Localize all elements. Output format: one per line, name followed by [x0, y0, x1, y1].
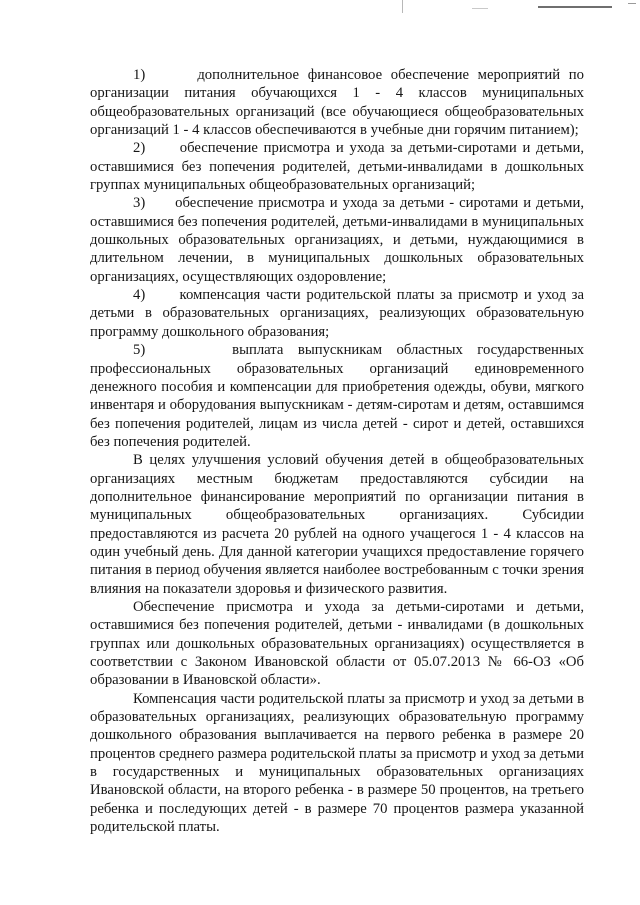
paragraph-item-1	[90, 66, 584, 139]
paragraph-line: Компенсация части родительской платы за присмотр и уход за	[133, 690, 526, 707]
paragraph-line: детьми в образовательных организациях, реализующих образовательную	[90, 690, 585, 726]
paragraph-line: общеобразовательных организаций 1 - 4 классов обеспечиваются в	[90, 103, 585, 139]
paragraph-line: оставшимися без попечения родителей, детьми-инвалидами в дошкольных	[90, 158, 584, 175]
paragraph-line: 2) обеспечение присмотра и ухода за детьми-сиротами и детьми,	[133, 140, 584, 157]
paragraph-line: горячего питания в период обучения является наиболее востребованным с	[90, 543, 585, 579]
paragraph-item-4	[90, 286, 584, 341]
paragraph-line: программу дошкольного образования выплачивается на первого ребенка в	[90, 709, 584, 744]
paragraph-line: процентов, на третьего ребенка и последующих детей - в размере 70	[90, 782, 584, 817]
paragraph-line: оставшимися без попечения родителей, детьми - инвалидами	[90, 617, 483, 634]
paragraph-line: муниципальных общеобразовательных организациях. Субсидии	[90, 507, 584, 524]
scan-mark-top-far-right	[628, 3, 636, 4]
paragraph-line: общеобразовательных организаций (все обучающиеся	[90, 103, 439, 120]
paragraph-line: профессиональных образовательных организаций единовременного	[90, 360, 584, 377]
paragraph-item-3	[90, 194, 584, 286]
paragraph-line: 1) дополнительное финансовое обеспечение мероприятий по	[133, 67, 584, 83]
paragraph-line: Обеспечение присмотра и ухода за детьми-сиротами и детьми,	[133, 598, 584, 615]
paragraph-line: уход за детьми в государственных и муниципальных образовательных	[90, 745, 585, 781]
paragraph-line: организациях местным бюджетам предоставляются субсидии на	[90, 470, 584, 487]
scan-mark-top-center-dash	[472, 8, 488, 9]
paragraph-line: дополнительное финансирование мероприятий по организации питания в	[90, 488, 584, 505]
paragraph-line: организации питания обучающихся 1 - 4 классов муниципальных	[90, 85, 584, 102]
paragraph-line: В целях улучшения условий обучения детей в общеобразовательных	[133, 452, 584, 469]
document-page	[90, 66, 584, 836]
paragraph-line: 5) выплата выпускникам областных государственных	[133, 342, 584, 359]
paragraph-line: (в дошкольных группах или дошкольных образовательных организациях)	[90, 617, 584, 652]
paragraph-line: оставшимся без попечения родителей, лицам из числа детей - сирот и	[90, 397, 585, 432]
paragraph-line: предоставляются из расчета 20 рублей на одного учащегося 1 - 4 классов	[90, 525, 565, 542]
paragraph-line: 3) обеспечение присмотра и ухода за детьми - сиротами и детьми,	[133, 195, 584, 212]
paragraph-line: мягкого инвентаря и оборудования выпускникам - детям-сиротам и детям,	[90, 378, 585, 414]
paragraph-line: осуществляется в соответствии с Законом Ивановской области от	[90, 635, 585, 670]
paragraph-orphan-care	[90, 598, 584, 690]
paragraph-line: оставшимися без попечения родителей, детьми-инвалидами в	[90, 213, 479, 230]
scan-mark-top-right	[538, 6, 612, 8]
paragraph-item-5	[90, 341, 584, 451]
paragraph-line: денежного пособия и компенсации для приобретения одежды, обуви,	[90, 378, 531, 395]
paragraph-line: группах муниципальных общеобразовательных организаций;	[90, 177, 476, 194]
paragraph-line: учебные дни горячим питанием);	[370, 122, 579, 139]
scan-mark-top-center	[402, 0, 403, 13]
paragraph-line: муниципальных дошкольных образовательных организациях, и детьми,	[90, 213, 584, 249]
paragraph-line: 4) компенсация части родительской платы за присмотр и уход за	[133, 287, 584, 304]
paragraph-line: 05.07.2013 № 66-ОЗ «Об образовании в Ивановской области».	[90, 654, 584, 689]
paragraph-line: размере 20 процентов среднего размера родительской платы за присмотр и	[90, 727, 584, 762]
paragraph-line: детьми в образовательных организациях, реализующих образовательную	[90, 305, 584, 322]
paragraph-line: программу дошкольного образования;	[90, 323, 330, 340]
paragraph-line: точки зрения влияния на показатели здоровья и физического развития.	[90, 562, 584, 597]
paragraph-fee-compensation	[90, 690, 584, 837]
paragraph-line: нуждающимися в длительном лечении, в муниципальных дошкольных	[90, 232, 584, 267]
paragraph-line: на один учебный день. Для данной категории учащихся предоставление	[90, 525, 584, 560]
paragraph-item-2	[90, 139, 584, 194]
paragraph-meals-subsidy	[90, 451, 584, 598]
paragraph-line: организациях Ивановской области, на второго ребенка - в размере 50	[90, 764, 585, 799]
paragraph-line: детей, оставшихся без попечения родителей.	[90, 415, 585, 450]
paragraph-line: образовательных организациях, осуществляющих оздоровление;	[90, 250, 585, 285]
paragraph-line: процентов размера указанной родительской платы.	[90, 800, 585, 836]
